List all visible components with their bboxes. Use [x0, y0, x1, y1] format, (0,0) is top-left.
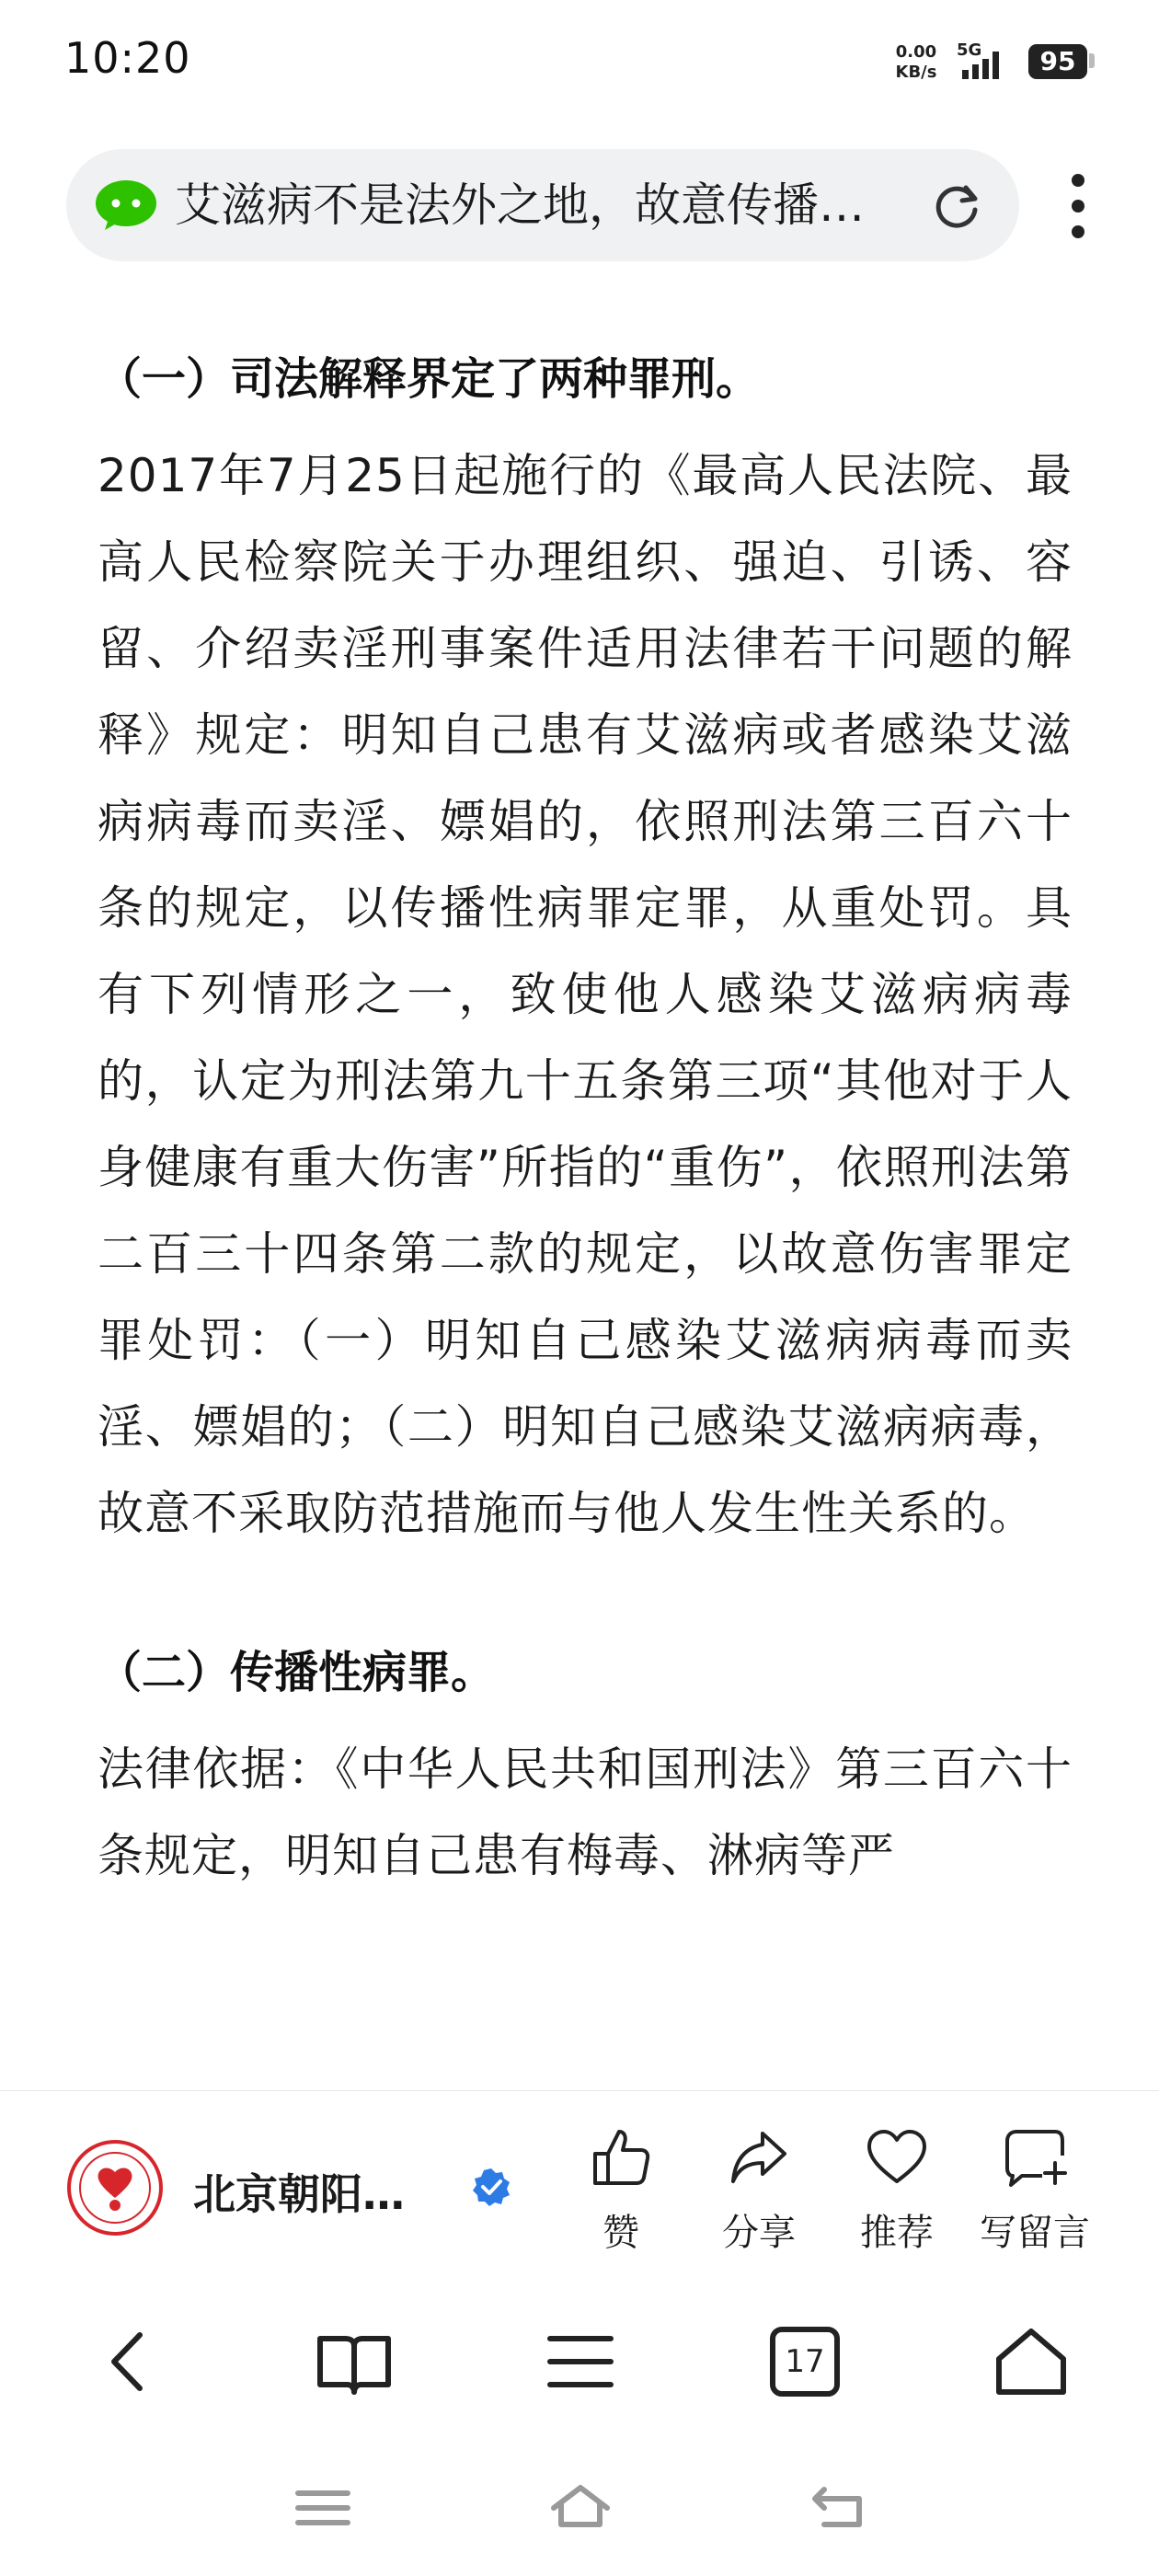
signal-icon: [957, 40, 1017, 83]
recommend-button[interactable]: [837, 2124, 957, 2253]
back-icon[interactable]: [88, 2320, 171, 2403]
status-time: 10:20: [64, 33, 191, 83]
battery-tip: [1089, 53, 1095, 68]
recommend-label: 推荐: [860, 2212, 934, 2254]
section-heading: （二）传播性病罪。: [98, 1647, 496, 1698]
refresh-icon[interactable]: [931, 180, 982, 232]
share-icon: [726, 2124, 792, 2191]
system-home-icon[interactable]: [548, 2480, 613, 2536]
verified-icon: [471, 2167, 511, 2207]
more-vertical-icon[interactable]: [1058, 171, 1098, 241]
battery-icon: 95: [1028, 44, 1087, 79]
article-action-bar: [0, 2090, 1159, 2271]
system-navigation-bar: [0, 2447, 1159, 2576]
network-speed: [889, 42, 944, 83]
home-icon[interactable]: [990, 2320, 1073, 2403]
tabs-button[interactable]: [763, 2320, 846, 2403]
like-button[interactable]: [561, 2124, 681, 2253]
heart-icon: [864, 2124, 930, 2191]
address-bar[interactable]: [66, 149, 1019, 261]
section-heading: （一）司法解释界定了两种罪刑。: [98, 353, 761, 405]
comment-add-icon: [1002, 2124, 1068, 2191]
network-speed-value: 0.00: [895, 42, 937, 62]
account-name[interactable]: 北京朝阳…: [193, 2169, 405, 2219]
write-comment-button[interactable]: [975, 2124, 1095, 2253]
status-bar: [0, 0, 1159, 129]
page-title[interactable]: 艾滋病不是法外之地，故意传播…: [175, 178, 865, 232]
article-paragraph: 法律依据：《中华人民共和国刑法》第三百六十条规定，明知自己患有梅毒、淋病等严: [98, 1742, 1073, 1882]
network-speed-unit: KB/s: [895, 63, 937, 82]
recents-menu-icon[interactable]: [291, 2480, 355, 2536]
like-label: 赞: [602, 2212, 639, 2254]
thumbs-up-icon: [588, 2124, 654, 2191]
menu-icon[interactable]: [539, 2320, 622, 2403]
article-body: [98, 350, 1073, 1899]
share-label: 分享: [722, 2212, 796, 2254]
share-button[interactable]: [699, 2124, 819, 2253]
reader-book-icon[interactable]: [313, 2320, 396, 2403]
system-back-icon[interactable]: [806, 2480, 870, 2536]
browser-toolbar: [0, 2272, 1159, 2447]
article-paragraph: 2017年7月25日起施行的《最高人民法院、最高人民检察院关于办理组织、强迫、引诱、容留、介绍卖淫刑事案件适用法律若干问题的解释》规定：明知自己患有艾滋病或者感染艾滋病病毒而卖淫、嫖娼的，依照刑法第三百六十条的规定，以传播性病罪定罪，从重处罚。具有下列情形之一，致使他人感染艾滋病病毒的，认定为刑法第九十五条第三项“其他对于人身健康有重大伤害”所指的“重伤”，依照刑法第二百三十四条第二款的规定，以故意伤害罪定罪处罚：（一）明知自己感染艾滋病病毒而卖淫、嫖娼的；（二）明知自己感染艾滋病病毒，故意不采取防范措施而与他人发生性关系的。: [98, 449, 1073, 1540]
write-comment-label: 写留言: [980, 2212, 1090, 2254]
wechat-icon: [94, 178, 158, 232]
network-type: 5G: [957, 40, 982, 60]
tab-count: 17: [785, 2343, 825, 2380]
account-logo-icon[interactable]: [66, 2139, 164, 2237]
